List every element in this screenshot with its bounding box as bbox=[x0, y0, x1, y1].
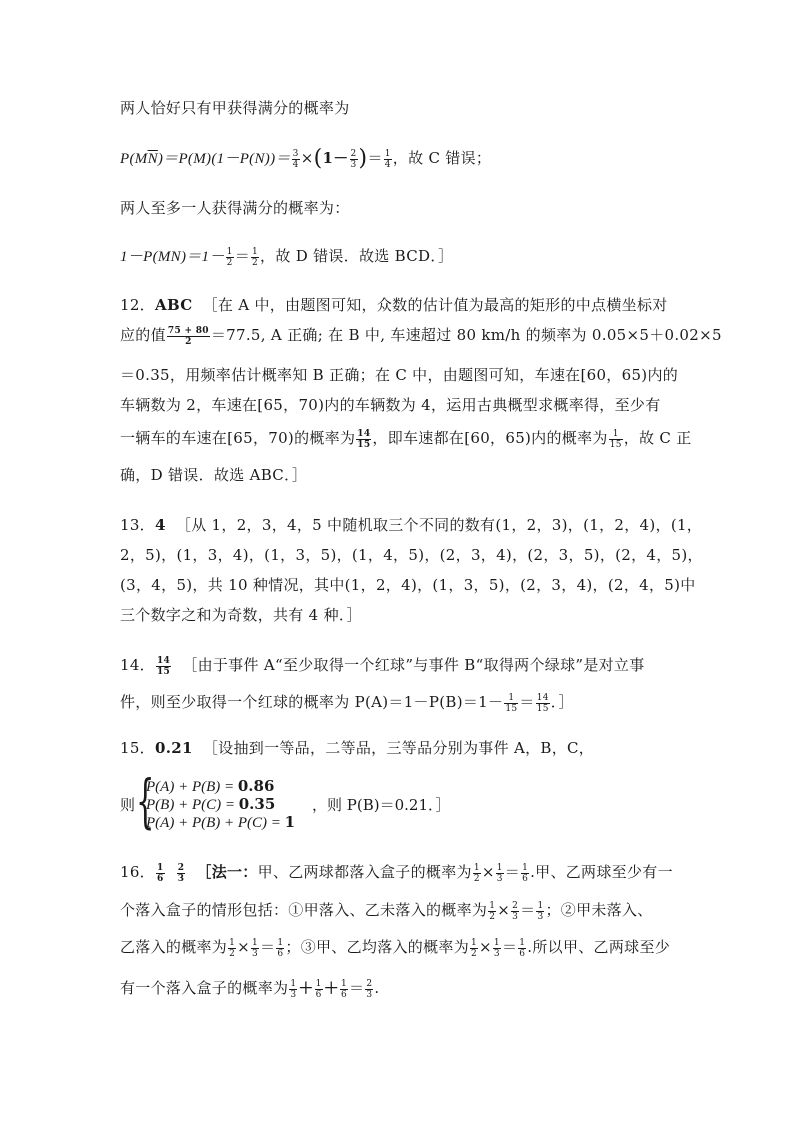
fraction bbox=[609, 429, 623, 450]
q13-line2 bbox=[120, 545, 703, 565]
text-line bbox=[120, 98, 684, 118]
numerator: 1 bbox=[384, 148, 391, 159]
text: ［在 A 中，由题图可知，众数的估计值为最高的矩形的中点横坐标对 bbox=[202, 296, 668, 314]
fraction bbox=[276, 938, 284, 959]
denominator: 2 bbox=[229, 948, 236, 959]
fraction bbox=[504, 693, 518, 714]
fraction bbox=[473, 863, 481, 884]
text: . bbox=[374, 979, 380, 997]
q12-line5 bbox=[120, 428, 692, 450]
question-number: 14． bbox=[120, 656, 155, 674]
text: ；③甲、乙均落入的概率为 bbox=[285, 938, 469, 956]
text: 件，则至少取得一个红球的概率为 P(A)＝1－P(B)＝1－ bbox=[120, 693, 504, 711]
q16-line4 bbox=[120, 978, 684, 1000]
text: ＋ bbox=[323, 979, 339, 997]
denominator: 15 bbox=[505, 703, 518, 714]
text: × bbox=[237, 938, 251, 956]
method-label: ［法一： bbox=[196, 863, 258, 881]
q13-line1 bbox=[120, 515, 703, 535]
fraction bbox=[167, 326, 210, 347]
text: × bbox=[479, 938, 492, 956]
fraction bbox=[226, 247, 234, 268]
fraction bbox=[511, 901, 519, 922]
answer-fraction bbox=[156, 863, 165, 884]
text: 应的值 bbox=[120, 326, 166, 344]
text: ＝ bbox=[501, 938, 518, 956]
text: .甲、乙两球至少有一 bbox=[530, 863, 673, 881]
q13-line4 bbox=[120, 605, 684, 625]
denominator: 4 bbox=[384, 159, 391, 170]
fraction bbox=[251, 938, 259, 959]
denominator: 2 bbox=[489, 911, 496, 922]
text: ＝ bbox=[504, 863, 521, 881]
text: ＝ bbox=[519, 693, 535, 711]
left-brace: { bbox=[136, 767, 155, 835]
denominator: 6 bbox=[277, 948, 284, 959]
text: 确，D 错误．故选 ABC．］ bbox=[120, 466, 308, 484]
denominator: 3 bbox=[512, 911, 519, 922]
question-number: 12． bbox=[120, 296, 155, 314]
denominator: 6 bbox=[522, 873, 529, 884]
text: ＋ bbox=[298, 979, 314, 997]
fraction bbox=[536, 901, 544, 922]
q12-line6 bbox=[120, 465, 684, 485]
denominator: 6 bbox=[315, 989, 322, 1000]
q16-line1 bbox=[120, 862, 684, 884]
text: 1－ bbox=[322, 149, 349, 167]
numerator: 1 bbox=[290, 978, 297, 989]
text: × bbox=[481, 863, 495, 881]
equation-lhs: P(A) + P(B) = bbox=[146, 779, 238, 795]
text: 乙落入的概率为 bbox=[120, 938, 228, 956]
numerator: 1 bbox=[471, 937, 478, 948]
numerator: 2 bbox=[350, 148, 357, 159]
fraction bbox=[340, 979, 348, 1000]
denominator: 4 bbox=[292, 159, 299, 170]
denominator: 3 bbox=[252, 948, 259, 959]
q12-line1 bbox=[120, 295, 684, 315]
answer: ABC bbox=[155, 296, 193, 314]
equation-rhs: 1 bbox=[284, 813, 296, 831]
text: 1－P(MN)＝1－ bbox=[120, 249, 225, 265]
text: ＝77.5, A 正确; 在 B 中, 车速超过 80 km/h 的频率为 0.05×5＋0.02×5 bbox=[210, 326, 722, 344]
text: ；②甲未落入、 bbox=[545, 901, 653, 919]
fraction bbox=[292, 149, 300, 170]
text: )＝P(M)(1－P(N))＝ bbox=[157, 151, 291, 167]
text: ＝ bbox=[349, 979, 365, 997]
text: 有一个落入盒子的概率为 bbox=[120, 979, 289, 997]
equation-row bbox=[146, 813, 295, 832]
numerator: 14 bbox=[357, 428, 371, 439]
fraction bbox=[493, 938, 501, 959]
text: 甲、乙两球都落入盒子的概率为 bbox=[257, 863, 472, 881]
numerator: 1 bbox=[157, 862, 164, 873]
answer-fraction bbox=[156, 656, 171, 677]
numerator: 1 bbox=[609, 429, 623, 440]
text: ＝ bbox=[234, 247, 250, 265]
text: × bbox=[497, 901, 511, 919]
text: ，故 C 错误； bbox=[392, 149, 492, 167]
text: 两人恰好只有甲获得满分的概率为 bbox=[120, 99, 350, 117]
text: .所以甲、乙两球至少 bbox=[527, 938, 671, 956]
numerator: 1 bbox=[252, 937, 259, 948]
fraction bbox=[289, 979, 297, 1000]
text: ［由于事件 A“至少取得一个红球”与事件 B“取得两个绿球”是对立事 bbox=[182, 656, 645, 674]
q15-line1 bbox=[120, 738, 684, 758]
numerator: 75 + 80 bbox=[167, 325, 209, 336]
denominator: 6 bbox=[157, 873, 164, 884]
denominator: 3 bbox=[366, 989, 373, 1000]
text: ，即车速都在[60，65)内的概率为 bbox=[372, 429, 608, 447]
denominator: 6 bbox=[519, 948, 526, 959]
text: 个落入盒子的情形包括：①甲落入、乙未落入的概率为 bbox=[120, 901, 488, 919]
fraction bbox=[488, 901, 496, 922]
question-number: 13． bbox=[120, 516, 155, 534]
text: P(M bbox=[120, 151, 148, 167]
right-paren: ) bbox=[358, 146, 368, 171]
numerator: 1 bbox=[519, 937, 526, 948]
numerator: 1 bbox=[493, 937, 500, 948]
text: × bbox=[300, 149, 314, 167]
fraction bbox=[251, 247, 259, 268]
numerator: 1 bbox=[341, 978, 348, 989]
denominator: 2 bbox=[185, 336, 192, 347]
denominator: 2 bbox=[252, 257, 259, 268]
question-number: 15． bbox=[120, 739, 155, 757]
text: 两人至多一人获得满分的概率为： bbox=[120, 199, 350, 217]
numerator: 3 bbox=[292, 148, 299, 159]
denominator: 3 bbox=[350, 159, 357, 170]
numerator: 1 bbox=[473, 862, 480, 873]
q12-line3 bbox=[120, 365, 684, 385]
text: ，故 C 正 bbox=[623, 429, 692, 447]
numerator: 14 bbox=[157, 655, 171, 666]
q12-line2 bbox=[120, 325, 722, 347]
text: 一辆车的车速在[65，70)的概率为 bbox=[120, 429, 356, 447]
q13-line3 bbox=[120, 575, 696, 595]
equation-rhs: 0.86 bbox=[237, 777, 275, 795]
numerator: 2 bbox=[512, 900, 519, 911]
formula-line bbox=[120, 148, 684, 170]
denominator: 2 bbox=[473, 873, 480, 884]
denominator: 15 bbox=[157, 666, 171, 677]
denominator: 3 bbox=[537, 911, 544, 922]
numerator: 1 bbox=[496, 862, 503, 873]
text: 车辆数为 2，车速在[65，70)内的车辆数为 4，运用古典概型求概率得，至少有 bbox=[120, 396, 661, 414]
fraction bbox=[356, 429, 371, 450]
denominator: 6 bbox=[341, 989, 348, 1000]
text: ，故 D 错误．故选 BCD．］ bbox=[260, 247, 454, 265]
q12-line4 bbox=[120, 395, 684, 415]
equation-lhs: P(B) + P(C) = bbox=[146, 797, 239, 813]
text: ＝ bbox=[367, 149, 383, 167]
q16-line3 bbox=[120, 937, 684, 959]
denominator: 15 bbox=[357, 439, 371, 450]
equation-rhs: 0.35 bbox=[238, 795, 276, 813]
denominator: 3 bbox=[496, 873, 503, 884]
left-paren: ( bbox=[313, 146, 323, 171]
numerator: 1 bbox=[522, 862, 529, 873]
numerator: 1 bbox=[229, 937, 236, 948]
denominator: 15 bbox=[536, 703, 549, 714]
fraction bbox=[365, 979, 373, 1000]
equation-system bbox=[120, 767, 680, 835]
numerator: 1 bbox=[315, 978, 322, 989]
denominator: 3 bbox=[493, 948, 500, 959]
fraction bbox=[315, 979, 323, 1000]
fraction bbox=[228, 938, 236, 959]
denominator: 3 bbox=[177, 873, 185, 884]
text: ，则 P(B)＝0.21．］ bbox=[312, 796, 451, 814]
numerator: 1 bbox=[226, 246, 233, 257]
formula-line bbox=[120, 246, 684, 268]
fraction bbox=[521, 863, 529, 884]
denominator: 15 bbox=[609, 439, 622, 450]
answer: 4 bbox=[155, 516, 166, 534]
q14-line2 bbox=[120, 692, 684, 714]
fraction bbox=[496, 863, 504, 884]
text-line bbox=[120, 198, 684, 218]
text: (3，4，5)，共 10 种情况，其中(1，2，4)，(1，3，5)，(2，3，4)，(2，4，5)中 bbox=[120, 576, 696, 594]
fraction bbox=[350, 149, 358, 170]
numerator: 2 bbox=[177, 862, 185, 873]
numerator: 1 bbox=[537, 900, 544, 911]
answer-fraction bbox=[177, 863, 186, 884]
fraction bbox=[518, 938, 526, 959]
fraction bbox=[536, 693, 550, 714]
numerator: 1 bbox=[504, 693, 518, 704]
q14-line1 bbox=[120, 655, 684, 677]
numerator: 1 bbox=[277, 937, 284, 948]
equation-row bbox=[146, 795, 275, 814]
numerator: 2 bbox=[366, 978, 373, 989]
q16-line2 bbox=[120, 900, 684, 922]
question-number: 16． bbox=[120, 863, 155, 881]
answer: 0.21 bbox=[155, 739, 193, 757]
denominator: 3 bbox=[290, 989, 297, 1000]
text: $\overline{N}$ bbox=[147, 151, 158, 167]
text: 三个数字之和为奇数，共有 4 种．］ bbox=[120, 606, 362, 624]
equation-lhs: P(A) + P(B) + P(C) = bbox=[146, 815, 285, 831]
text: ［从 1，2，3，4，5 中随机取三个不同的数有(1，2，3)，(1，2，4)，(1， bbox=[175, 516, 703, 534]
fraction bbox=[384, 149, 392, 170]
text: ＝0.35，用频率估计概率知 B 正确；在 C 中，由题图可知，车速在[60，65)内的 bbox=[120, 366, 679, 384]
text: ．］ bbox=[550, 693, 574, 711]
fraction bbox=[470, 938, 478, 959]
text: 则 bbox=[120, 796, 136, 814]
text: 2，5)，(1，3，4)，(1，3，5)，(1，4，5)，(2，3，4)，(2，3，5)，(2，4，5)， bbox=[120, 546, 703, 564]
text: ［设抽到一等品，二等品，三等品分别为事件 A，B，C， bbox=[202, 739, 595, 757]
numerator: 14 bbox=[536, 692, 549, 703]
numerator: 1 bbox=[252, 246, 259, 257]
denominator: 2 bbox=[471, 948, 478, 959]
denominator: 2 bbox=[226, 257, 233, 268]
text: ＝ bbox=[260, 938, 276, 956]
equation-row bbox=[146, 777, 274, 796]
text: ＝ bbox=[520, 901, 536, 919]
numerator: 1 bbox=[489, 900, 496, 911]
